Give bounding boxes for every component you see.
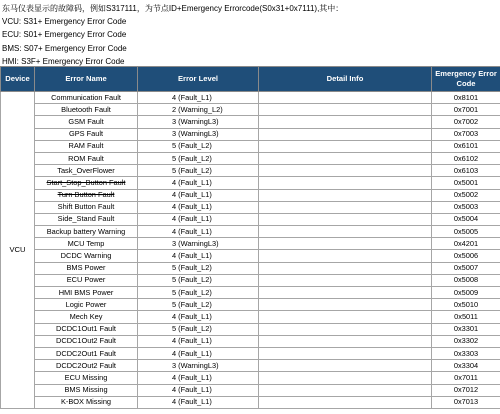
table-row — [1, 177, 500, 189]
error-code-cell: 0x5003 — [432, 201, 500, 213]
table-row — [1, 104, 500, 116]
error-name-cell: DCDC2Out2 Fault — [35, 360, 138, 372]
error-level-cell: 3 (WarningL3) — [138, 238, 259, 250]
error-code-cell: 0x5005 — [432, 226, 500, 238]
intro-line: 东马仪表显示的故障码，例如S317111，为节点ID+Emergency Errorcode(S0x31+0x7111),其中： — [2, 4, 344, 13]
error-level-cell: 4 (Fault_L1) — [138, 384, 259, 396]
table-row — [1, 116, 500, 128]
detail-info-cell — [259, 262, 432, 274]
detail-info-cell — [259, 189, 432, 201]
error-code-cell: 0x7012 — [432, 384, 500, 396]
error-name-cell: DCDC1Out2 Fault — [35, 335, 138, 347]
error-name-cell: Backup battery Warning — [35, 226, 138, 238]
error-name-cell: Mech Key — [35, 311, 138, 323]
detail-info-cell — [259, 201, 432, 213]
error-code-cell: 0x5001 — [432, 177, 500, 189]
error-code-cell: 0x3302 — [432, 335, 500, 347]
detail-info-cell — [259, 250, 432, 262]
error-level-cell: 3 (WarningL3) — [138, 360, 259, 372]
error-code-cell: 0x6103 — [432, 165, 500, 177]
error-name-cell: DCDC Warning — [35, 250, 138, 262]
header-error-level: Error Level — [138, 67, 259, 92]
detail-info-cell — [259, 165, 432, 177]
detail-info-cell — [259, 384, 432, 396]
table-row — [1, 335, 500, 347]
detail-info-cell — [259, 311, 432, 323]
error-name-cell: HMI BMS Power — [35, 287, 138, 299]
error-name-cell: Logic Power — [35, 299, 138, 311]
error-level-cell: 4 (Fault_L1) — [138, 92, 259, 104]
header-emergency-error-code: Emergency Error Code — [432, 67, 500, 92]
detail-info-cell — [259, 92, 432, 104]
intro-line-vcu: VCU: S31+ Emergency Error Code — [2, 17, 127, 27]
error-code-cell: 0x7013 — [432, 396, 500, 408]
table-row — [1, 347, 500, 359]
error-level-cell: 4 (Fault_L1) — [138, 311, 259, 323]
detail-info-cell — [259, 299, 432, 311]
error-code-cell: 0x5009 — [432, 287, 500, 299]
error-name-cell: Side_Stand Fault — [35, 213, 138, 225]
error-level-cell: 5 (Fault_L2) — [138, 262, 259, 274]
error-level-cell: 5 (Fault_L2) — [138, 140, 259, 152]
error-code-cell: 0x7011 — [432, 372, 500, 384]
error-name-cell: BMS Power — [35, 262, 138, 274]
table-row — [1, 226, 500, 238]
header-error-name: Error Name — [35, 67, 138, 92]
error-name-cell: Communication Fault — [35, 92, 138, 104]
detail-info-cell — [259, 372, 432, 384]
detail-info-cell — [259, 116, 432, 128]
error-code-cell: 0x8101 — [432, 92, 500, 104]
device-cell: VCU — [1, 92, 35, 409]
error-level-cell: 5 (Fault_L2) — [138, 287, 259, 299]
table-row — [1, 238, 500, 250]
error-code-cell: 0x7003 — [432, 128, 500, 140]
table-row — [1, 201, 500, 213]
table-row — [1, 396, 500, 408]
error-name-cell: Shift Button Fault — [35, 201, 138, 213]
table-header-row — [1, 67, 500, 92]
error-name-cell: Task_OverFlower — [35, 165, 138, 177]
table-row — [1, 128, 500, 140]
error-code-cell: 0x6101 — [432, 140, 500, 152]
error-code-table — [0, 66, 500, 409]
detail-info-cell — [259, 323, 432, 335]
intro-line-ecu: ECU: S01+ Emergency Error Code — [2, 30, 127, 40]
table-row — [1, 274, 500, 286]
error-name-cell: GSM Fault — [35, 116, 138, 128]
error-name-cell: MCU Temp — [35, 238, 138, 250]
detail-info-cell — [259, 213, 432, 225]
error-name-cell: RAM Fault — [35, 140, 138, 152]
header-detail-info: Detail Info — [259, 67, 432, 92]
error-name-cell: Start_Stop_Button Fault — [35, 177, 138, 189]
error-code-cell: 0x5008 — [432, 274, 500, 286]
table-row — [1, 165, 500, 177]
detail-info-cell — [259, 152, 432, 164]
error-code-cell: 0x7001 — [432, 104, 500, 116]
table-row — [1, 92, 500, 104]
table-row — [1, 262, 500, 274]
error-name-cell: ROM Fault — [35, 152, 138, 164]
detail-info-cell — [259, 140, 432, 152]
table-row — [1, 213, 500, 225]
detail-info-cell — [259, 335, 432, 347]
detail-info-cell — [259, 274, 432, 286]
detail-info-cell — [259, 177, 432, 189]
intro-line-bms: BMS: S07+ Emergency Error Code — [2, 43, 127, 53]
error-code-cell: 0x5002 — [432, 189, 500, 201]
error-level-cell: 5 (Fault_L2) — [138, 152, 259, 164]
error-name-cell: ECU Missing — [35, 372, 138, 384]
error-level-cell: 4 (Fault_L1) — [138, 213, 259, 225]
detail-info-cell — [259, 104, 432, 116]
error-level-cell: 4 (Fault_L1) — [138, 201, 259, 213]
error-code-cell: 0x5007 — [432, 262, 500, 274]
error-code-cell: 0x7002 — [432, 116, 500, 128]
error-level-cell: 2 (Warning_L2) — [138, 104, 259, 116]
error-level-cell: 4 (Fault_L1) — [138, 189, 259, 201]
error-code-cell: 0x3301 — [432, 323, 500, 335]
detail-info-cell — [259, 347, 432, 359]
intro-line-hmi: HMI: S3F+ Emergency Error Code — [2, 56, 125, 66]
error-level-cell: 4 (Fault_L1) — [138, 335, 259, 347]
table-row — [1, 311, 500, 323]
table-row — [1, 384, 500, 396]
error-level-cell: 4 (Fault_L1) — [138, 177, 259, 189]
intro-text — [2, 2, 498, 68]
error-level-cell: 3 (WarningL3) — [138, 116, 259, 128]
header-device: Device — [1, 67, 35, 92]
table-row — [1, 152, 500, 164]
error-level-cell: 4 (Fault_L1) — [138, 250, 259, 262]
error-name-cell: Bluetooth Fault — [35, 104, 138, 116]
table-row — [1, 299, 500, 311]
table-row — [1, 287, 500, 299]
error-code-cell: 0x5006 — [432, 250, 500, 262]
error-code-cell: 0x4201 — [432, 238, 500, 250]
error-name-cell: DCDC2Out1 Fault — [35, 347, 138, 359]
error-code-cell: 0x6102 — [432, 152, 500, 164]
detail-info-cell — [259, 287, 432, 299]
error-level-cell: 5 (Fault_L2) — [138, 299, 259, 311]
table-row — [1, 372, 500, 384]
detail-info-cell — [259, 360, 432, 372]
table-row — [1, 250, 500, 262]
error-level-cell: 4 (Fault_L1) — [138, 226, 259, 238]
error-name-cell: GPS Fault — [35, 128, 138, 140]
error-level-cell: 4 (Fault_L1) — [138, 372, 259, 384]
error-name-cell: K-BOX Missing — [35, 396, 138, 408]
detail-info-cell — [259, 238, 432, 250]
error-code-cell: 0x5011 — [432, 311, 500, 323]
table-row — [1, 323, 500, 335]
error-level-cell: 3 (WarningL3) — [138, 128, 259, 140]
error-code-cell: 0x5004 — [432, 213, 500, 225]
table-row — [1, 189, 500, 201]
error-name-cell: ECU Power — [35, 274, 138, 286]
detail-info-cell — [259, 396, 432, 408]
error-level-cell: 5 (Fault_L2) — [138, 323, 259, 335]
error-level-cell: 5 (Fault_L2) — [138, 274, 259, 286]
error-code-cell: 0x3303 — [432, 347, 500, 359]
error-name-cell: BMS Missing — [35, 384, 138, 396]
error-level-cell: 5 (Fault_L2) — [138, 165, 259, 177]
error-level-cell: 4 (Fault_L1) — [138, 396, 259, 408]
error-code-cell: 0x3304 — [432, 360, 500, 372]
error-code-cell: 0x5010 — [432, 299, 500, 311]
table-row — [1, 140, 500, 152]
detail-info-cell — [259, 128, 432, 140]
error-level-cell: 4 (Fault_L1) — [138, 347, 259, 359]
table-body — [1, 92, 500, 409]
error-name-cell: Turn Button Fault — [35, 189, 138, 201]
error-name-cell: DCDC1Out1 Fault — [35, 323, 138, 335]
detail-info-cell — [259, 226, 432, 238]
table-row — [1, 360, 500, 372]
